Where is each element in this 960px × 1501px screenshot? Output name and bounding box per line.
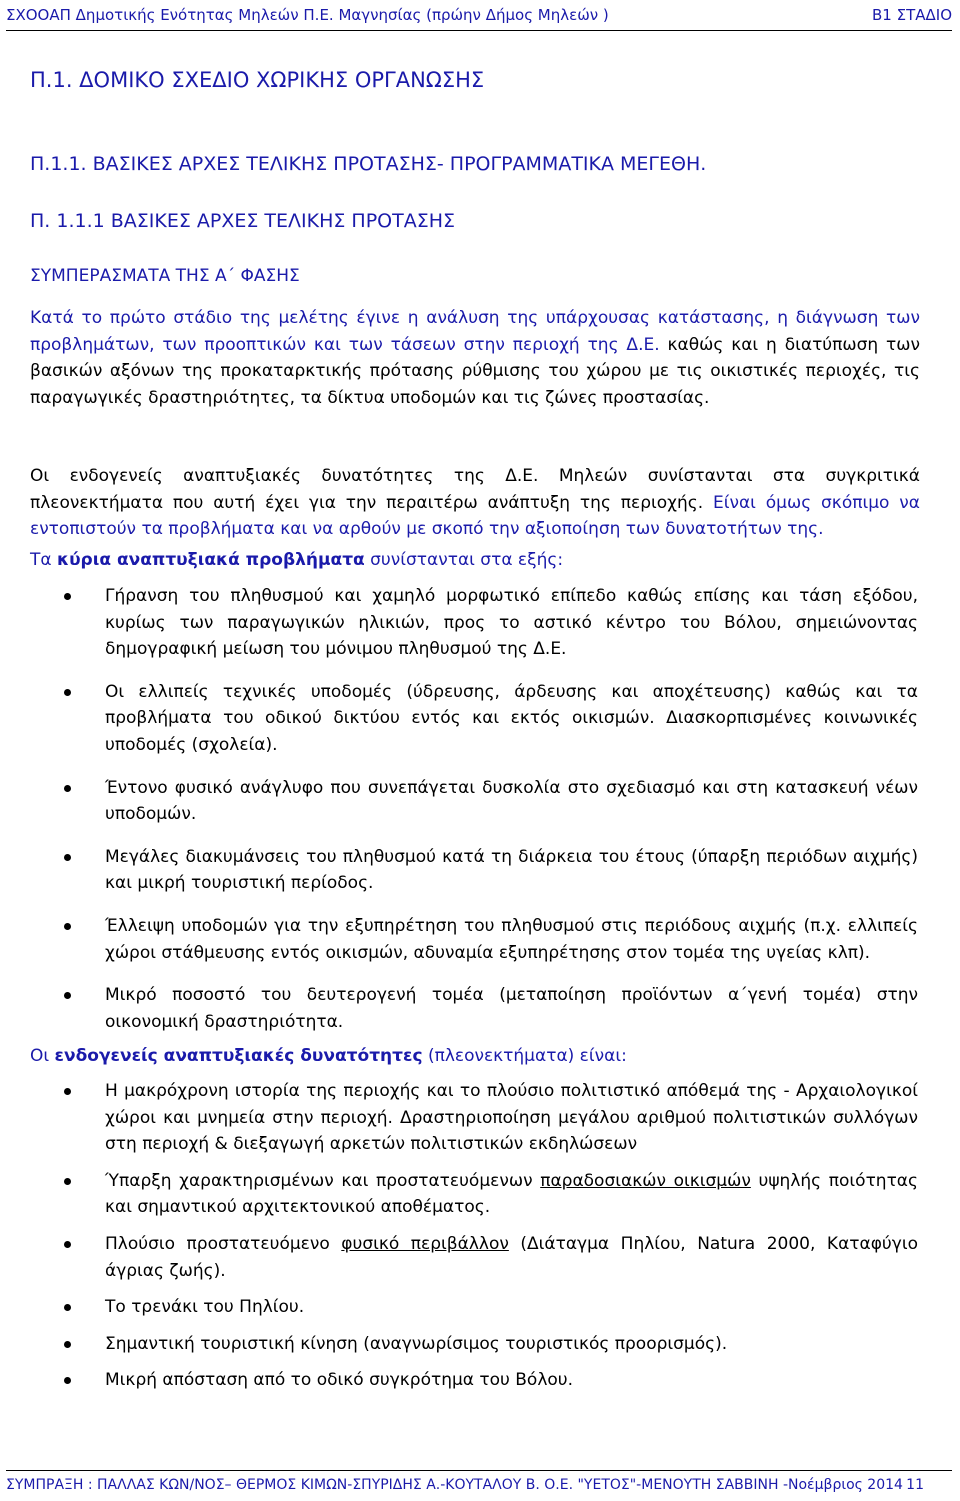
list-item-text: Μικρό ποσοστό του δευτερογενή τομέα (μεταποίηση προϊόντων α΄γενή τομέα) στην οικονομική δραστηριότητα. [105, 985, 918, 1032]
list-item-text: Η μακρόχρονη ιστορία της περιοχής και το πλούσιο πολιτιστικό απόθεμά της - Αρχαιολογικοί χώροι και μνημεία στην περιοχή. Δραστηριοποίηση μεγάλου αριθμού πολιτιστικών συλλόγων στη περιοχή & διεξαγωγή αρκετών πολιτιστικών εκδηλώσεων [105, 1081, 918, 1155]
strengths-list [60, 1078, 918, 1404]
strengths-intro-pre: Οι [30, 1046, 55, 1066]
heading-3: Π. 1.1.1 ΒΑΣΙΚΕΣ ΑΡΧΕΣ ΤΕΛΙΚΗΣ ΠΡΟΤΑΣΗΣ [30, 210, 456, 232]
list-item [60, 1168, 918, 1221]
problems-list [60, 583, 918, 1051]
bullet-icon [64, 593, 71, 600]
list-item-text-end: (Διάταγμα Πηλίου, Natura 2000, Καταφύγιο άγριας ζωής). [105, 1233, 918, 1281]
page-header [6, 6, 952, 31]
problems-intro-post: συνίστανται στα εξής: [364, 550, 564, 570]
bullet-icon [64, 1341, 71, 1348]
bullet-icon [64, 1304, 71, 1311]
heading-1: Π.1. ΔΟΜΙΚΟ ΣΧΕΔΙΟ ΧΩΡΙΚΗΣ ΟΡΓΑΝΩΣΗΣ [30, 68, 485, 92]
list-item [60, 982, 918, 1035]
list-item [60, 844, 918, 897]
bullet-icon [64, 992, 71, 999]
list-item [60, 679, 918, 759]
bullet-icon [64, 854, 71, 861]
paragraph-potential [30, 463, 920, 543]
problems-intro-pre: Τα [30, 550, 57, 570]
paragraph-strengths-intro [30, 1043, 920, 1070]
list-item [60, 1294, 918, 1321]
bullet-icon [64, 689, 71, 696]
bullet-icon [64, 1241, 71, 1248]
list-item-text: Ύπαρξη χαρακτηρισμένων και προστατευόμενων [105, 1170, 541, 1191]
bullet-icon [64, 923, 71, 930]
list-item [60, 775, 918, 828]
strengths-intro-bold: ενδογενείς αναπτυξιακές δυνατότητες [54, 1046, 423, 1066]
list-item-text: Γήρανση του πληθυσμού και χαμηλό μορφωτικό επίπεδο καθώς επίσης και τάση εξόδου, κυρίως των παραγωγικών ηλικιών, προς το αστικό κέντρο του Βόλου, σημειώνοντας δημογραφική μείωση του μόνιμου πληθυσμού της Δ.Ε. [105, 586, 918, 660]
page-footer [6, 1470, 952, 1495]
list-item-underlined: φυσικό περιβάλλον [341, 1233, 509, 1254]
page-number: 11 [906, 1477, 924, 1493]
strengths-intro-post: (πλεονεκτήματα) είναι: [422, 1046, 627, 1066]
footer-credits: ΣΥΜΠΡΑΞΗ : ΠΑΛΛΑΣ ΚΩΝ/ΝΟΣ– ΘΕΡΜΟΣ ΚΙΜΩΝ-ΣΠΥΡΙΔΗΣ Α.-ΚΟΥΤΑΛΟΥ Β. Ο.Ε. "ΥΕΤΟΣ"-ΜΕΝΟΥΤΗ ΣΑΒΒΙΝΗ -Νοέμβριος 2014 [6, 1477, 903, 1493]
list-item-text: Οι ελλιπείς τεχνικές υποδομές (ύδρευσης, άρδευσης και αποχέτευσης) καθώς και τα προβλήματα του οδικού δικτύου εντός και εκτός οικισμών. Διασκορπισμένες κοινωνικές υποδομές (σχολεία). [105, 681, 918, 755]
list-item [60, 1231, 918, 1284]
list-item-text: Μικρή απόσταση από το οδικό συγκρότημα του Βόλου. [105, 1370, 574, 1391]
list-item [60, 1367, 918, 1394]
problems-intro-bold: κύρια αναπτυξιακά προβλήματα [57, 550, 365, 570]
list-item [60, 913, 918, 966]
heading-2: Π.1.1. ΒΑΣΙΚΕΣ ΑΡΧΕΣ ΤΕΛΙΚΗΣ ΠΡΟΤΑΣΗΣ- ΠΡΟΓΡΑΜΜΑΤΙΚΑ ΜΕΓΕΘΗ. [30, 153, 707, 175]
list-item-text-end: υψηλής ποιότητας και σημαντικού αρχιτεκτονικού αποθέματος. [105, 1170, 918, 1218]
paragraph-potential-part-a: Οι ενδογενείς αναπτυξιακές δυνατότητες της Δ.Ε. Μηλεών συνίστανται στα συγκριτικά πλεονεκτήματα που αυτή έχει για την περαιτέρω ανάπτυξη της περιοχής. [30, 466, 920, 513]
header-left-text: ΣΧΟΟΑΠ Δημοτικής Ενότητας Μηλεών Π.Ε. Μαγνησίας (πρώην Δήμος Μηλεών ) [6, 6, 609, 24]
header-stage-label: Β1 ΣΤΑΔΙΟ [872, 6, 952, 24]
heading-4: ΣΥΜΠΕΡΑΣΜΑΤΑ ΤΗΣ Α΄ ΦΑΣΗΣ [30, 266, 300, 286]
bullet-icon [64, 1178, 71, 1185]
list-item-text: Έλλειψη υποδομών για την εξυπηρέτηση του πληθυσμού στις περιόδους αιχμής (π.χ. ελλιπείς χώροι στάθμευσης εντός οικισμών, αδυναμία εξυπηρέτησης στον τομέα της υγείας κλπ). [105, 915, 918, 963]
paragraph-intro-part-b: καθώς και η διατύπωση των βασικών αξόνων της προκαταρκτικής πρότασης ρύθμισης του χώρου με τις οικιστικές περιοχές, τις παραγωγικές δραστηριότητες, τα δίκτυα υποδομών και τις ζώνες προστασίας. [30, 334, 920, 408]
bullet-icon [64, 1088, 71, 1095]
list-item [60, 1331, 918, 1358]
bullet-icon [64, 1377, 71, 1384]
paragraph-intro-part-a: Κατά το πρώτο στάδιο της μελέτης έγινε η ανάλυση της υπάρχουσας κατάστασης, η διάγνωση των προβλημάτων, των προοπτικών και των τάσεων στην περιοχή της Δ.Ε. [30, 308, 920, 355]
list-item-underlined: παραδοσιακών οικισμών [540, 1170, 751, 1191]
list-item [60, 1078, 918, 1158]
list-item-text: Έντονο φυσικό ανάγλυφο που συνεπάγεται δυσκολία στο σχεδιασμό και στη κατασκευή νέων υποδομών. [105, 777, 918, 825]
list-item-text: Πλούσιο προστατευόμενο [105, 1233, 342, 1254]
paragraph-problems-intro [30, 547, 920, 574]
list-item-text: Σημαντική τουριστική κίνηση (αναγνωρίσιμος τουριστικός προορισμός). [105, 1333, 728, 1354]
list-item [60, 583, 918, 663]
paragraph-intro [30, 305, 920, 411]
list-item-text: Το τρενάκι του Πηλίου. [105, 1297, 305, 1318]
bullet-icon [64, 785, 71, 792]
paragraph-potential-part-b: Είναι όμως σκόπιμο να εντοπιστούν τα προβλήματα και να αρθούν με σκοπό την αξιοποίηση των δυνατοτήτων της. [30, 492, 920, 540]
list-item-text: Μεγάλες διακυμάνσεις του πληθυσμού κατά τη διάρκεια του έτους (ύπαρξη περιόδων αιχμής) και μικρή τουριστική περίοδος. [105, 846, 918, 894]
